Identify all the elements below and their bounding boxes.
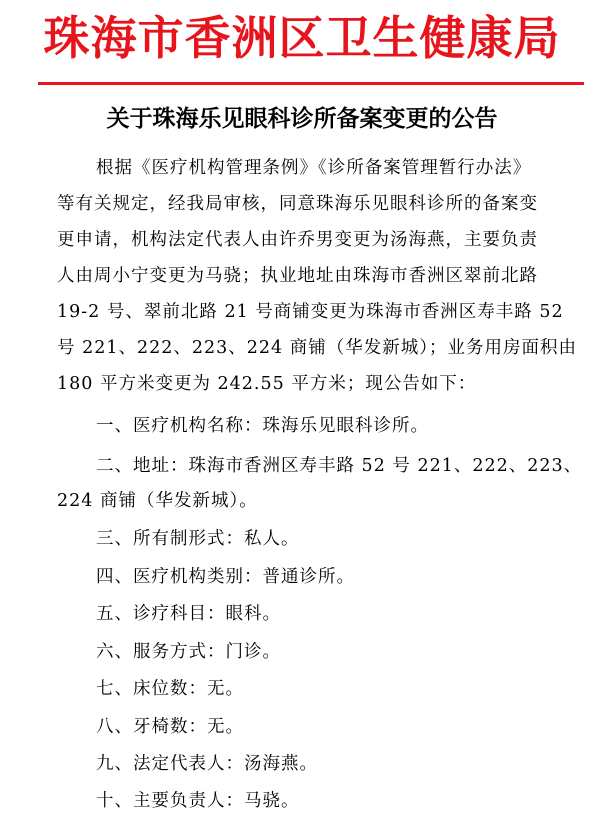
paragraph-line: 号 221、222、223、224 商铺（华发新城）；业务用房面积由 (57, 338, 577, 358)
notice-title: 关于珠海乐见眼科诊所备案变更的公告 (106, 106, 498, 132)
issuer-header: 珠海市香洲区卫生健康局 (43, 11, 561, 65)
paragraph-line: 等有关规定，经我局审核，同意珠海乐见眼科诊所的备案变 (57, 194, 538, 214)
item-line: 八、牙椅数：无。 (96, 717, 244, 737)
paragraph-line: 180 平方米变更为 242.55 平方米；现公告如下： (57, 374, 477, 394)
paragraph-line: 更申请，机构法定代表人由许乔男变更为汤海燕，主要负责 (57, 230, 538, 250)
item-line: 二、地址：珠海市香洲区寿丰路 52 号 221、222、223、 (96, 456, 583, 476)
item-line: 五、诊疗科目：眼科。 (96, 604, 281, 624)
item-line: 一、医疗机构名称：珠海乐见眼科诊所。 (96, 416, 429, 436)
item-line: 六、服务方式：门诊。 (96, 642, 281, 662)
item-line: 九、法定代表人：汤海燕。 (96, 754, 318, 774)
item-line: 十、主要负责人：马骁。 (96, 791, 300, 811)
item-line: 四、医疗机构类别：普通诊所。 (96, 567, 355, 587)
item-line: 三、所有制形式：私人。 (96, 529, 300, 549)
item-line: 224 商铺（华发新城）。 (57, 491, 258, 511)
paragraph-line: 19-2 号、翠前北路 21 号商铺变更为珠海市香洲区寿丰路 52 (57, 302, 564, 322)
paragraph-line: 人由周小宁变更为马骁；执业地址由珠海市香洲区翠前北路 (57, 266, 538, 286)
item-line: 七、床位数：无。 (96, 679, 244, 699)
paragraph-line: 根据《医疗机构管理条例》《诊所备案管理暂行办法》 (96, 158, 532, 178)
